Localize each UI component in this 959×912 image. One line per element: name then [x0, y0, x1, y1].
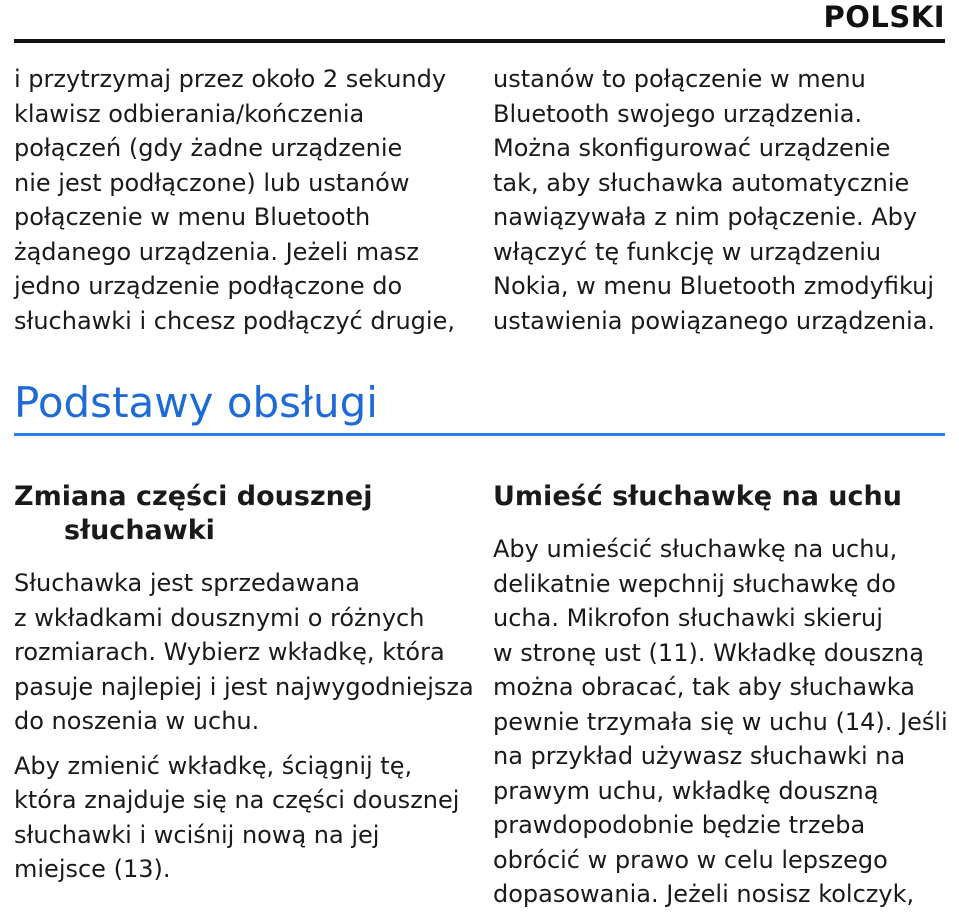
text-line: obrócić w prawo w celu lepszego — [493, 845, 888, 874]
text-line: miejsce (13). — [14, 855, 171, 883]
text-line: nawiązywała z nim połączenie. Aby — [493, 203, 918, 231]
text-line: prawdopodobnie będzie trzeba — [493, 811, 866, 839]
text-line: ucha. Mikrofon słuchawki skieruj — [493, 604, 883, 632]
text-line: można obracać, tak aby słuchawka — [493, 673, 915, 701]
section-rule — [14, 433, 945, 436]
text-line: słuchawki i wciśnij nową na jej — [14, 820, 380, 849]
text-line: żądanego urządzenia. Jeżeli masz — [14, 237, 419, 266]
text-line: pewnie trzymała się w uchu (14). Jeśli — [493, 707, 948, 736]
text-line: słuchawki i chcesz podłączyć drugie, — [14, 306, 455, 335]
heading-line: Zmiana części dousznej — [14, 481, 373, 512]
text-line: Aby umieścić słuchawkę na uchu, — [493, 535, 898, 563]
text-line: Aby zmienić wkładkę, ściągnij tę, — [14, 751, 413, 780]
text-line: tak, aby słuchawka automatycznie — [493, 168, 910, 197]
heading-line: słuchawki — [64, 515, 215, 546]
text-line: Słuchawka jest sprzedawana — [14, 569, 360, 597]
text-line: w stronę ust (11). Wkładkę douszną — [493, 638, 924, 667]
text-line: ustanów to połączenie w menu — [493, 65, 866, 93]
left-section-heading — [14, 480, 474, 548]
text-line: Nokia, w menu Bluetooth zmodyfikuj — [493, 272, 935, 300]
left-section — [14, 480, 474, 887]
text-line: do noszenia w uchu. — [14, 707, 260, 735]
text-line: połączenie w menu Bluetooth — [14, 203, 371, 231]
text-line: rozmiarach. Wybierz wkładkę, która — [14, 638, 445, 666]
top-right-column — [493, 62, 935, 338]
top-left-column — [14, 62, 455, 338]
text-line: Bluetooth swojego urządzenia. — [493, 99, 863, 128]
text-line: jedno urządzenie podłączone do — [14, 272, 403, 300]
text-line: pasuje najlepiej i jest najwygodniejsza — [14, 672, 474, 701]
section-title: Podstawy obsługi — [14, 378, 378, 427]
right-section-heading: Umieść słuchawkę na uchu — [493, 481, 902, 512]
text-line: na przykład używasz słuchawki na — [493, 742, 906, 770]
text-line: połączeń (gdy żadne urządzenie — [14, 134, 403, 162]
header-rule — [14, 39, 945, 43]
text-line: dopasowania. Jeżeli nosisz kolczyk, — [493, 880, 915, 908]
text-line: Można skonfigurować urządzenie — [493, 134, 891, 162]
text-line: prawym uchu, wkładkę douszną — [493, 776, 879, 805]
text-line: i przytrzymaj przez około 2 sekundy — [14, 65, 447, 93]
text-line: ustawienia powiązanego urządzenia. — [493, 306, 936, 335]
right-section — [493, 480, 948, 912]
text-line: nie jest podłączone) lub ustanów — [14, 168, 410, 197]
page-language-label: POLSKI — [823, 0, 945, 34]
text-line: delikatnie wepchnij słuchawkę do — [493, 569, 896, 598]
text-line: włączyć tę funkcję w urządzeniu — [493, 237, 882, 266]
text-line: klawisz odbierania/kończenia — [14, 99, 365, 128]
text-line: z wkładkami dousznymi o różnych — [14, 603, 425, 632]
text-line: która znajduje się na części dousznej — [14, 786, 460, 814]
